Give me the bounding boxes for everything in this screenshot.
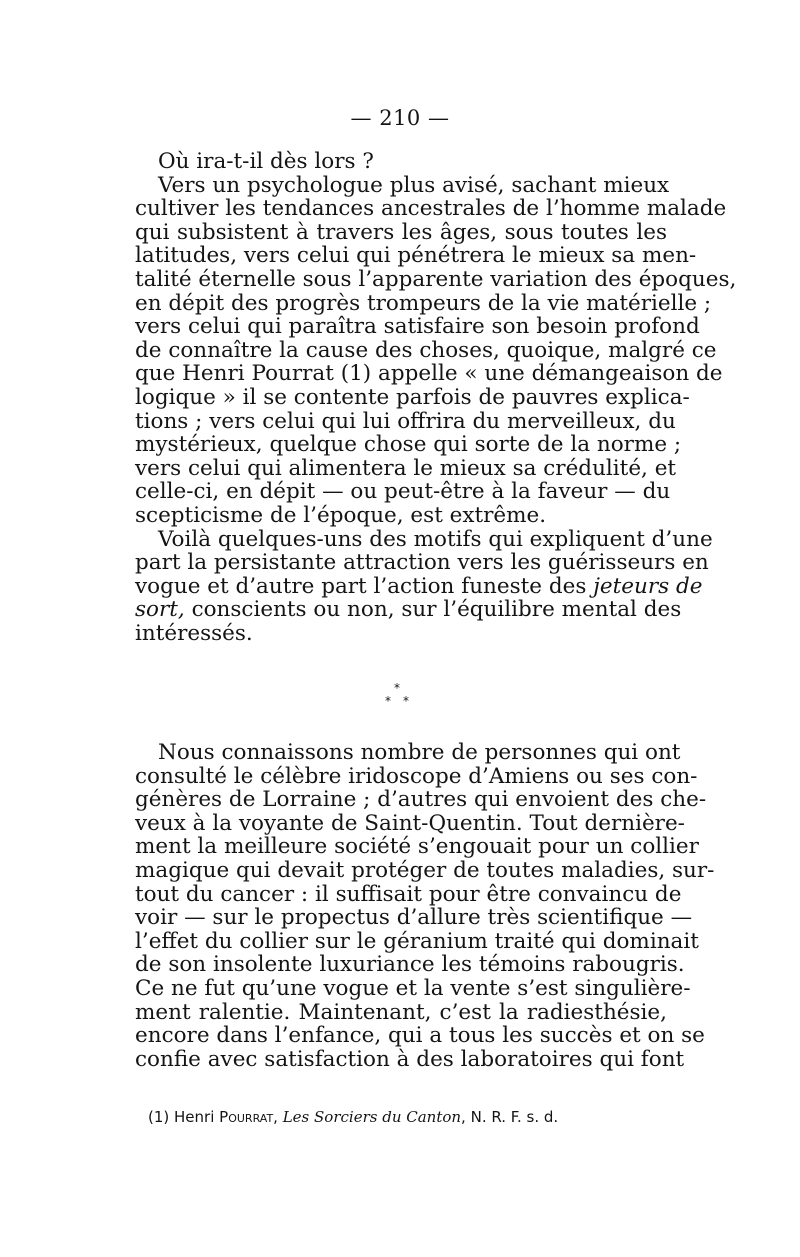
text-line: tout du cancer : il suffisait pour être convaincu de xyxy=(135,881,682,907)
footnote-title: Les Sorciers du Canton xyxy=(282,1108,462,1126)
text-line: ment ralentie. Maintenant, c’est la radiesthésie, xyxy=(135,999,667,1025)
text-line: en dépit des progrès trompeurs de la vie matérielle ; xyxy=(135,290,712,316)
text-line: celle-ci, en dépit — ou peut-être à la faveur — du xyxy=(135,479,671,505)
text-line: part la persistante attraction vers les guérisseurs en xyxy=(135,550,709,576)
paragraph-block-2 xyxy=(135,740,715,1072)
text-line-with-italic xyxy=(135,573,703,599)
text-line: Ce ne fut qu’une vogue et la vente s’est singulière- xyxy=(135,975,691,1001)
asterisk-icon: * xyxy=(385,694,391,708)
footnote-publisher: N. R. F. s. d. xyxy=(470,1108,559,1126)
text-line: Vers un psychologue plus avisé, sachant mieux xyxy=(158,172,670,198)
text-run: vogue et d’autre part l’action funeste des xyxy=(135,573,587,599)
text-line: confie avec satisfaction à des laboratoires qui font xyxy=(135,1046,685,1072)
text-line: cultiver les tendances ancestrales de l’homme malade xyxy=(135,196,727,222)
text-line: génères de Lorraine ; d’autres qui envoient des che- xyxy=(135,787,707,813)
asterisk-icon: * xyxy=(403,694,409,708)
text-line: veux à la voyante de Saint-Quentin. Tout dernière- xyxy=(135,810,685,836)
text-line: vers celui qui paraîtra satisfaire son besoin profond xyxy=(135,314,700,340)
section-separator-asterism xyxy=(376,682,424,712)
text-line: Voilà quelques-uns des motifs qui expliquent d’une xyxy=(158,526,713,552)
text-line: magique qui devait protéger de toutes maladies, sur- xyxy=(135,857,715,883)
footnote-author-last: Pourrat xyxy=(219,1108,274,1126)
page-number: — 210 — xyxy=(350,106,450,130)
paragraph-block-1 xyxy=(135,149,737,646)
text-line: scepticisme de l’époque, est extrême. xyxy=(135,502,547,528)
text-line: mystérieux, quelque chose qui sorte de la norme ; xyxy=(135,432,682,458)
text-line: intéressés. xyxy=(135,620,253,646)
asterisk-icon: * xyxy=(394,681,400,695)
text-line: vers celui qui alimentera le mieux sa crédulité, et xyxy=(135,455,677,481)
text-line: encore dans l’enfance, qui a tous les succès et on se xyxy=(135,1023,705,1049)
text-line: l’effet du collier sur le géranium traité qui dominait xyxy=(135,928,699,954)
italic-phrase: jeteurs de xyxy=(593,573,703,599)
text-line: voir — sur le propectus d’allure très scientifique — xyxy=(135,905,693,931)
text-line: consulté le célèbre iridoscope d’Amiens ou ses con- xyxy=(135,763,698,789)
text-line: Nous connaissons nombre de personnes qui ont xyxy=(158,740,681,765)
text-line: ment la meilleure société s’engouait pour un collier xyxy=(135,834,699,860)
text-line: que Henri Pourrat (1) appelle « une démangeaison de xyxy=(135,361,723,387)
text-line: logique » il se contente parfois de pauvres explica- xyxy=(135,384,690,410)
text-run: conscients ou non, sur l’équilibre mental des xyxy=(184,597,682,623)
text-line: tions ; vers celui qui lui offrira du merveilleux, du xyxy=(135,408,676,434)
text-line: qui subsistent à travers les âges, sous toutes les xyxy=(135,219,667,245)
text-line: talité éternelle sous l’apparente variation des époques, xyxy=(135,266,737,292)
text-line: Où ira-t-il dès lors ? xyxy=(158,149,374,174)
text-line: de son insolente luxuriance les témoins rabougris. xyxy=(135,952,685,978)
text-line: latitudes, vers celui qui pénétrera le mieux sa men- xyxy=(135,243,697,269)
text-line-with-italic xyxy=(135,597,682,623)
footnote: (1) Henri Pourrat, Les Sorciers du Canton, N. R. F. s. d. xyxy=(148,1108,559,1126)
italic-phrase: sort, xyxy=(135,597,185,623)
footnote-author-first: Henri xyxy=(174,1108,215,1126)
footnote-marker: (1) xyxy=(148,1108,170,1126)
text-line: de connaître la cause des choses, quoique, malgré ce xyxy=(135,337,717,363)
